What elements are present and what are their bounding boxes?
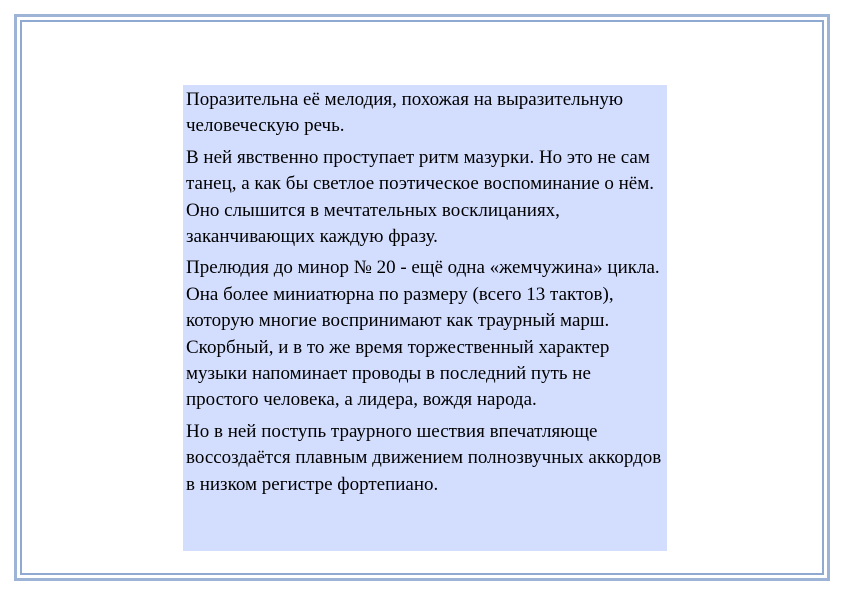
paragraph-melody: Поразительна её мелодия, похожая на выразительную человеческую речь. (186, 89, 624, 137)
paragraph-mazurka-rhythm: В ней явственно проступает ритм мазурки. Но это не сам танец, а как бы светлое поэтическое воспоминание о нём. Оно слышится в мечтательных восклицаниях, заканчивающих каждую фразу. (186, 146, 655, 248)
paragraph-prelude-c-minor: Прелюдия до минор № 20 - ещё одна «жемчужина» цикла. Она более миниатюрна по размеру (всего 13 тактов), которую многие воспринимают как траурный марш. Скорбный, и в то же время торжественный характер музыки напоминает проводы в последний путь не простого человека, а лидера, вождя народа. (186, 257, 660, 411)
text-block (183, 85, 667, 551)
paragraph-funeral-procession: Но в ней поступь траурного шествия впечатляюще воссоздаётся плавным движением полнозвучных аккордов в низком регистре фортепиано. (186, 420, 662, 495)
